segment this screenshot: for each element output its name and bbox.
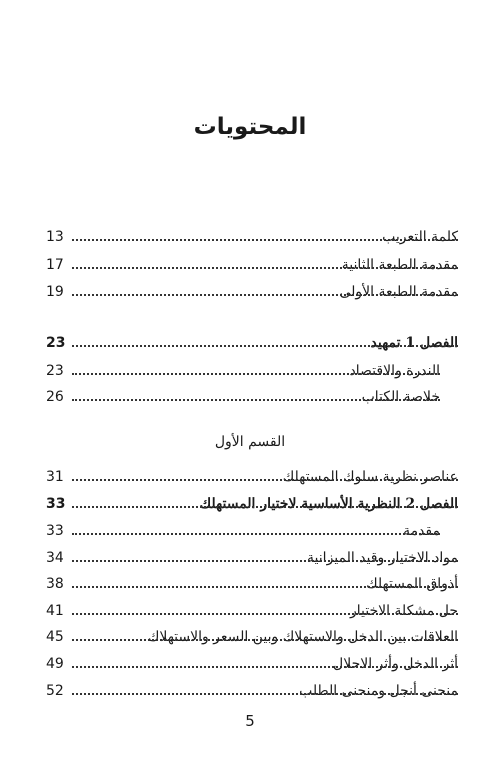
toc-entry-page: 49 — [46, 653, 68, 675]
toc-entry[interactable] — [46, 254, 458, 276]
toc-entry[interactable] — [46, 386, 458, 408]
toc-entry-label: الندرة والاقتصاد — [344, 360, 440, 382]
dot-leader — [72, 639, 458, 641]
toc-entry-label: العلاقات بين الدخل والاستهلاك وبين السعر والاستهلاك — [142, 626, 458, 648]
toc-entry-page: 33 — [46, 520, 68, 542]
toc-entry-page: 38 — [46, 573, 68, 595]
toc-entry-label: كلمة التعريب — [376, 226, 458, 248]
toc-chapter-entry[interactable] — [46, 493, 458, 515]
toc-entry-label: مقدمة — [397, 520, 440, 542]
toc-entry-page: 34 — [46, 547, 68, 569]
toc-chapter-entry[interactable] — [46, 332, 458, 354]
toc-entry[interactable] — [46, 547, 458, 569]
page-number: 5 — [245, 712, 255, 730]
toc-entry-label: أثر الدخل وأثر الاحلال — [327, 653, 458, 675]
toc-entry-page: 26 — [46, 386, 68, 408]
toc-entry[interactable] — [46, 360, 458, 382]
toc-entry[interactable] — [46, 600, 458, 622]
toc-entry-page: 13 — [46, 226, 68, 248]
toc-entry-label: مقدمة الطبعة الثانية — [336, 254, 458, 276]
toc-entry-label: حل مشكلة الاختيار — [344, 600, 458, 622]
dot-leader — [72, 399, 440, 401]
dot-leader — [72, 345, 458, 347]
dot-leader — [72, 373, 440, 375]
toc-entry-label: خلاصة الكتاب — [356, 386, 440, 408]
dot-leader — [72, 239, 458, 241]
page-title: المحتويات — [193, 114, 307, 140]
dot-leader — [72, 294, 458, 296]
dot-leader — [72, 560, 458, 562]
toc-entry-label: الفصل 1 تمهيد — [365, 332, 459, 354]
toc-entry-page: 23 — [46, 332, 68, 354]
toc-entry[interactable] — [46, 466, 458, 488]
toc-entry-label: الفصل 2 النظرية الأساسية لاختيار المستهلك — [194, 493, 458, 515]
dot-leader — [72, 586, 458, 588]
toc-entry-page: 19 — [46, 281, 68, 303]
dot-leader — [72, 479, 458, 481]
toc-entry-page: 17 — [46, 254, 68, 276]
toc-entry[interactable] — [46, 281, 458, 303]
dot-leader — [72, 693, 458, 695]
toc-entry-label: منحنى أنجل ومنحنى الطلب — [293, 680, 458, 702]
toc-entry-page: 45 — [46, 626, 68, 648]
toc-entry[interactable] — [46, 653, 458, 675]
toc-entry[interactable] — [46, 520, 458, 542]
dot-leader — [72, 666, 458, 668]
toc-entry-page: 31 — [46, 466, 68, 488]
toc-entry[interactable] — [46, 626, 458, 648]
dot-leader — [72, 533, 440, 535]
toc-entry[interactable] — [46, 573, 458, 595]
dot-leader — [72, 267, 458, 269]
dot-leader — [72, 613, 458, 615]
toc-entry-label: مقدمة الطبعة الأولى — [333, 281, 458, 303]
toc-entry-label: عناصر نظرية سلوك المستهلك — [277, 466, 458, 488]
section-heading: القسم الأول — [214, 434, 286, 450]
toc-entry-label: أذواق المستهلك — [360, 573, 458, 595]
toc-entry-label: مواد الاختيار وقيد الميزانية — [301, 547, 458, 569]
dot-leader — [72, 506, 458, 508]
toc-entry-page: 52 — [46, 680, 68, 702]
toc-entry[interactable] — [46, 226, 458, 248]
toc-entry-page: 33 — [46, 493, 68, 515]
toc-entry-page: 41 — [46, 600, 68, 622]
toc-entry[interactable] — [46, 680, 458, 702]
toc-entry-page: 23 — [46, 360, 68, 382]
